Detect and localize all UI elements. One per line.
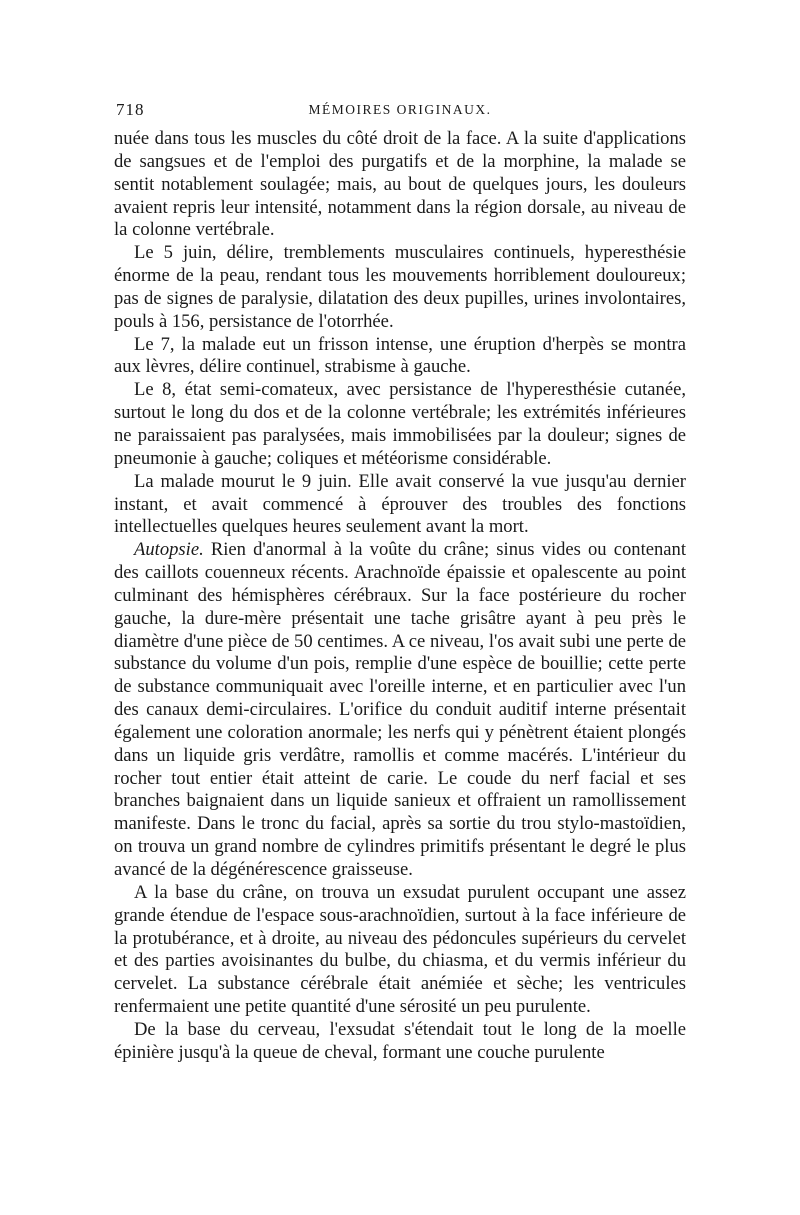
paragraph-text: La malade mourut le 9 juin. Elle avait conservé la vue jusqu'au dernier instant, et avait commencé à éprouver des troubles des fonctions intellectuelles quelques heures seulement avant la mort.: [114, 470, 686, 538]
body-text: [114, 128, 686, 1065]
paragraph-text: Le 5 juin, délire, tremblements musculaires continuels, hyperesthésie énorme de la peau, rendant tous les mouvements horriblement douloureux; pas de signes de paralysie, dilatation des deux pupilles, urines involontaires, pouls à 156, persistance de l'otorrhée.: [114, 242, 686, 332]
running-title: MÉMOIRES ORIGINAUX.: [308, 102, 492, 117]
paragraph-text: Le 8, état semi-comateux, avec persistance de l'hyperesthésie cutanée, surtout le long du dos et de la colonne vertébrale; les extrémités inférieures ne paraissaient pas paralysées, mais immobilisées par la douleur; signes de pneumonie à gauche; coliques et météorisme considérable.: [114, 379, 686, 469]
paragraph: [114, 334, 686, 380]
document-page: [114, 100, 686, 1065]
paragraph-text: nuée dans tous les muscles du côté droit de la face. A la suite d'applications de sangsues et de l'emploi des purgatifs et de la morphine, la malade se sentit notablement soulagée; mais, au bout de quelques jours, les douleurs avaient repris leur intensité, notamment dans la région dorsale, au niveau de la colonne vertébrale.: [114, 128, 686, 241]
paragraph-text: A la base du crâne, on trouva un exsudat purulent occupant une assez grande étendue de l'espace sous-arachnoïdien, surtout à la face inférieure de la protubérance, et à droite, au niveau des pédoncules supérieurs du cervelet et des parties avoisinantes du bulbe, du chiasma, et du vermis inférieur du cervelet. La substance cérébrale était anémiée et sèche; les ventricules renfermaient une petite quantité d'une sérosité un peu purulente.: [114, 881, 686, 1018]
paragraph: [114, 471, 686, 540]
paragraph: [114, 1019, 686, 1065]
paragraph: [114, 882, 686, 1019]
paragraph: [114, 379, 686, 470]
paragraph-text: Rien d'anormal à la voûte du crâne; sinus vides ou contenant des caillots couenneux récents. Arachnoïde épaissie et opalescente au point culminant des hémisphères cérébraux. Sur la face postérieure du rocher gauche, la dure-mère présentait une tache grisâtre ayant à peu près le diamètre d'une pièce de 50 centimes. A ce niveau, l'os avait subi une perte de substance du volume d'un pois, remplie d'une espèce de bouillie; cette perte de substance communiquait avec l'oreille interne, et en particulier avec l'un des canaux demi-circulaires. L'orifice du conduit auditif interne présentait également une coloration anormale; les nerfs qui y pénètrent étaient plongés dans un liquide gris verdâtre, ramollis et comme macérés. L'intérieur du rocher tout entier était atteint de carie. Le coude du nerf facial et ses branches baignaient dans un liquide sanieux et offraient un ramollissement manifeste. Dans le tronc du facial, après sa sortie du trou stylo-mastoïdien, on trouva un grand nombre de cylindres primitifs présentant le degré le plus avancé de la dégénérescence graisseuse.: [114, 539, 686, 880]
page-header: [114, 100, 686, 122]
section-lead: Autopsie.: [134, 539, 204, 561]
paragraph: [114, 539, 686, 882]
paragraph-text: Le 7, la malade eut un frisson intense, une éruption d'herpès se montra aux lèvres, délire continuel, strabisme à gauche.: [114, 333, 686, 378]
paragraph-text: De la base du cerveau, l'exsudat s'étendait tout le long de la moelle épinière jusqu'à la queue de cheval, formant une couche purulente: [114, 1018, 686, 1063]
paragraph: [114, 242, 686, 333]
page-number: 718: [116, 100, 145, 119]
paragraph: [114, 128, 686, 242]
